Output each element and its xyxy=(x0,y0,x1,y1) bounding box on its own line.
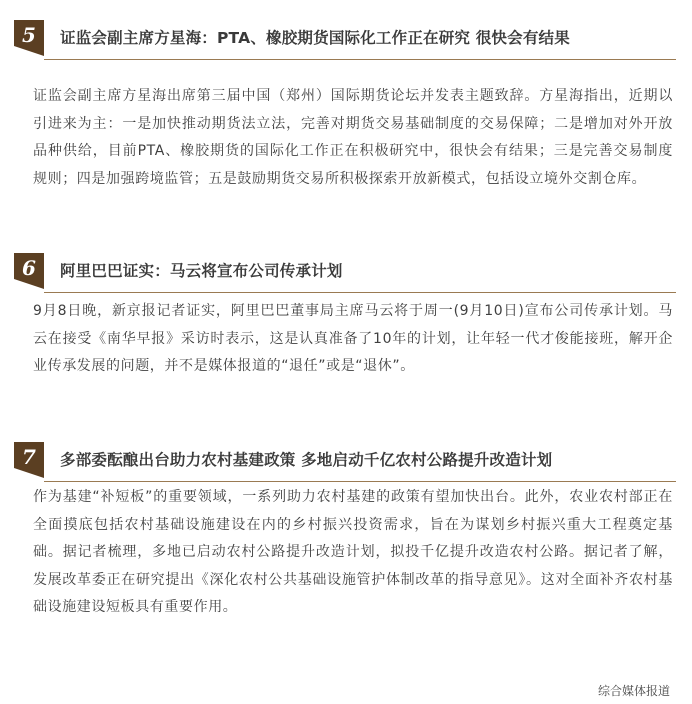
number-badge xyxy=(14,253,52,291)
section-number: 7 xyxy=(22,445,36,469)
divider-rule xyxy=(44,292,676,293)
number-badge xyxy=(14,442,52,480)
section-number: 5 xyxy=(22,23,36,47)
section-6-body: 9月8日晚，新京报记者证实，阿里巴巴董事局主席马云将于周一(9月10日)宣布公司传承计划。马云在接受《南华早报》采访时表示，这是认真准备了10年的计划，让年轻一代才俊能接班，解开企业传承发展的问题，并不是媒体报道的“退任”或是“退休”。 xyxy=(33,303,673,374)
number-badge xyxy=(14,20,52,58)
section-title: 证监会副主席方星海：PTA、橡胶期货国际化工作正在研究 很快会有结果 xyxy=(60,29,570,47)
divider-rule xyxy=(44,59,676,60)
section-6-headline xyxy=(14,253,676,293)
section-title: 多部委酝酿出台助力农村基建政策 多地启动千亿农村公路提升改造计划 xyxy=(60,451,553,469)
section-7-body: 作为基建“补短板”的重要领域，一系列助力农村基建的政策有望加快出台。此外，农业农村部正在全面摸底包括农村基础设施建设在内的乡村振兴投资需求，旨在为谋划乡村振兴重大工程奠定基础。据记者梳理，多地已启动农村公路提升改造计划，拟投千亿提升改造农村公路。据记者了解，发展改革委正在研究提出《深化农村公共基础设施管护体制改革的指导意见》。这对全面补齐农村基础设施建设短板具有重要作用。 xyxy=(33,489,673,615)
section-title: 阿里巴巴证实：马云将宣布公司传承计划 xyxy=(60,262,343,280)
section-number: 6 xyxy=(22,256,36,280)
source-credit: 综合媒体报道 xyxy=(597,684,670,698)
section-7-headline xyxy=(14,442,676,482)
section-5-body: 证监会副主席方星海出席第三届中国（郑州）国际期货论坛并发表主题致辞。方星海指出，近期以引进来为主：一是加快推动期货法立法，完善对期货交易基础制度的交易保障；二是增加对外开放品种供给，目前PTA、橡胶期货的国际化工作正在积极研究中，很快会有结果；三是完善交易制度规则；四是加强跨境监管；五是鼓励期货交易所积极探索开放新模式，包括设立境外交割仓库。 xyxy=(33,88,673,187)
section-5-headline xyxy=(14,20,676,60)
divider-rule xyxy=(44,481,676,482)
